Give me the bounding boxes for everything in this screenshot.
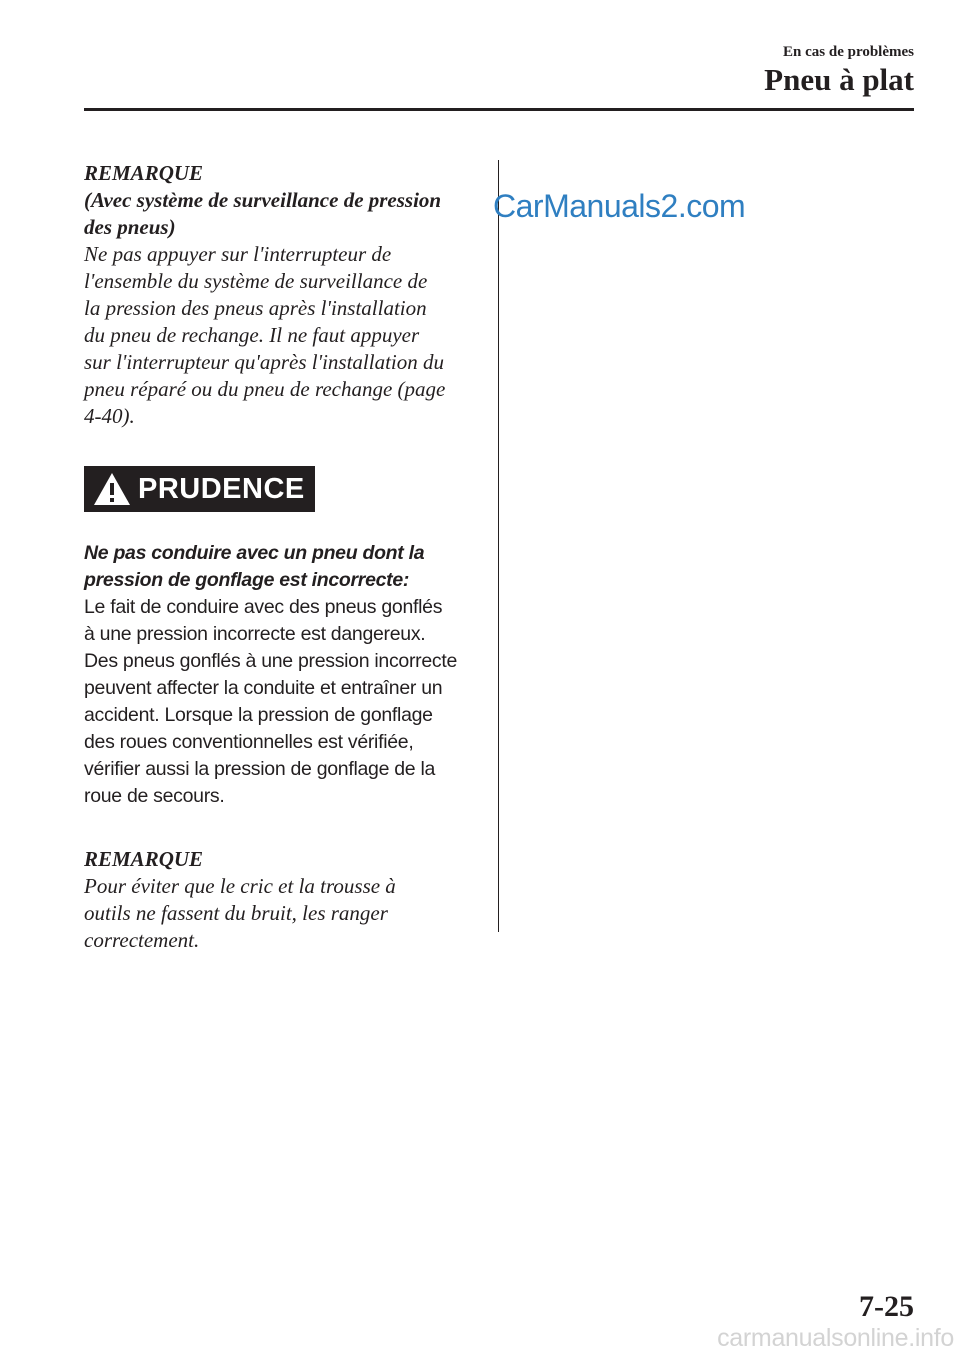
header-rule [84, 108, 914, 111]
watermark-logo: CarManuals2.com [493, 188, 746, 224]
caution-heading-line: pression de gonflage est incorrecte: [84, 569, 410, 591]
page-title: Pneu à plat [764, 62, 914, 97]
column-divider [498, 160, 499, 932]
caution-body-line: Le fait de conduire avec des pneus gonflés [84, 596, 443, 618]
note-body-line: sur l'interrupteur qu'après l'installation du [84, 350, 444, 374]
note-label: REMARQUE [84, 847, 204, 871]
note-body-line: pneu réparé ou du pneu de rechange (page [84, 377, 446, 401]
note-remarque-jack [84, 846, 484, 954]
note-body-line: correctement. [84, 928, 200, 952]
caution-text [84, 540, 484, 810]
caution-body-line: à une pression incorrecte est dangereux. [84, 623, 426, 645]
caution-body-line: accident. Lorsque la pression de gonflage [84, 704, 433, 726]
left-column [84, 160, 484, 954]
note-subtitle-line: des pneus) [84, 215, 176, 239]
caution-body-line: vérifier aussi la pression de gonflage de la [84, 758, 436, 780]
note-body-line: Ne pas appuyer sur l'interrupteur de [84, 242, 392, 266]
caution-body-line: peuvent affecter la conduite et entraîner un [84, 677, 443, 699]
note-remarque-tpms [84, 160, 484, 430]
note-body-line: outils ne fassent du bruit, les ranger [84, 901, 388, 925]
caution-label: PRUDENCE [138, 472, 305, 505]
note-body-line: l'ensemble du système de surveillance de [84, 269, 428, 293]
note-label: REMARQUE [84, 161, 204, 185]
caution-heading-line: Ne pas conduire avec un pneu dont la [84, 542, 425, 564]
caution-badge [84, 466, 315, 512]
warning-triangle-icon [92, 471, 132, 507]
caution-body-line: roue de secours. [84, 785, 225, 807]
note-body-line: la pression des pneus après l'installation [84, 296, 427, 320]
footer-watermark: carmanualsonline.info [717, 1324, 954, 1352]
note-body-line: Pour éviter que le cric et la trousse à [84, 874, 396, 898]
note-body-line: du pneu de rechange. Il ne faut appuyer [84, 323, 420, 347]
caution-body-line: Des pneus gonflés à une pression incorrecte [84, 650, 457, 672]
note-subtitle-line: (Avec système de surveillance de pression [84, 188, 442, 212]
note-body-line: 4-40). [84, 404, 135, 428]
header-section-label: En cas de problèmes [783, 44, 914, 60]
page-number: 7-25 [859, 1290, 914, 1323]
caution-body-line: des roues conventionnelles est vérifiée, [84, 731, 414, 753]
